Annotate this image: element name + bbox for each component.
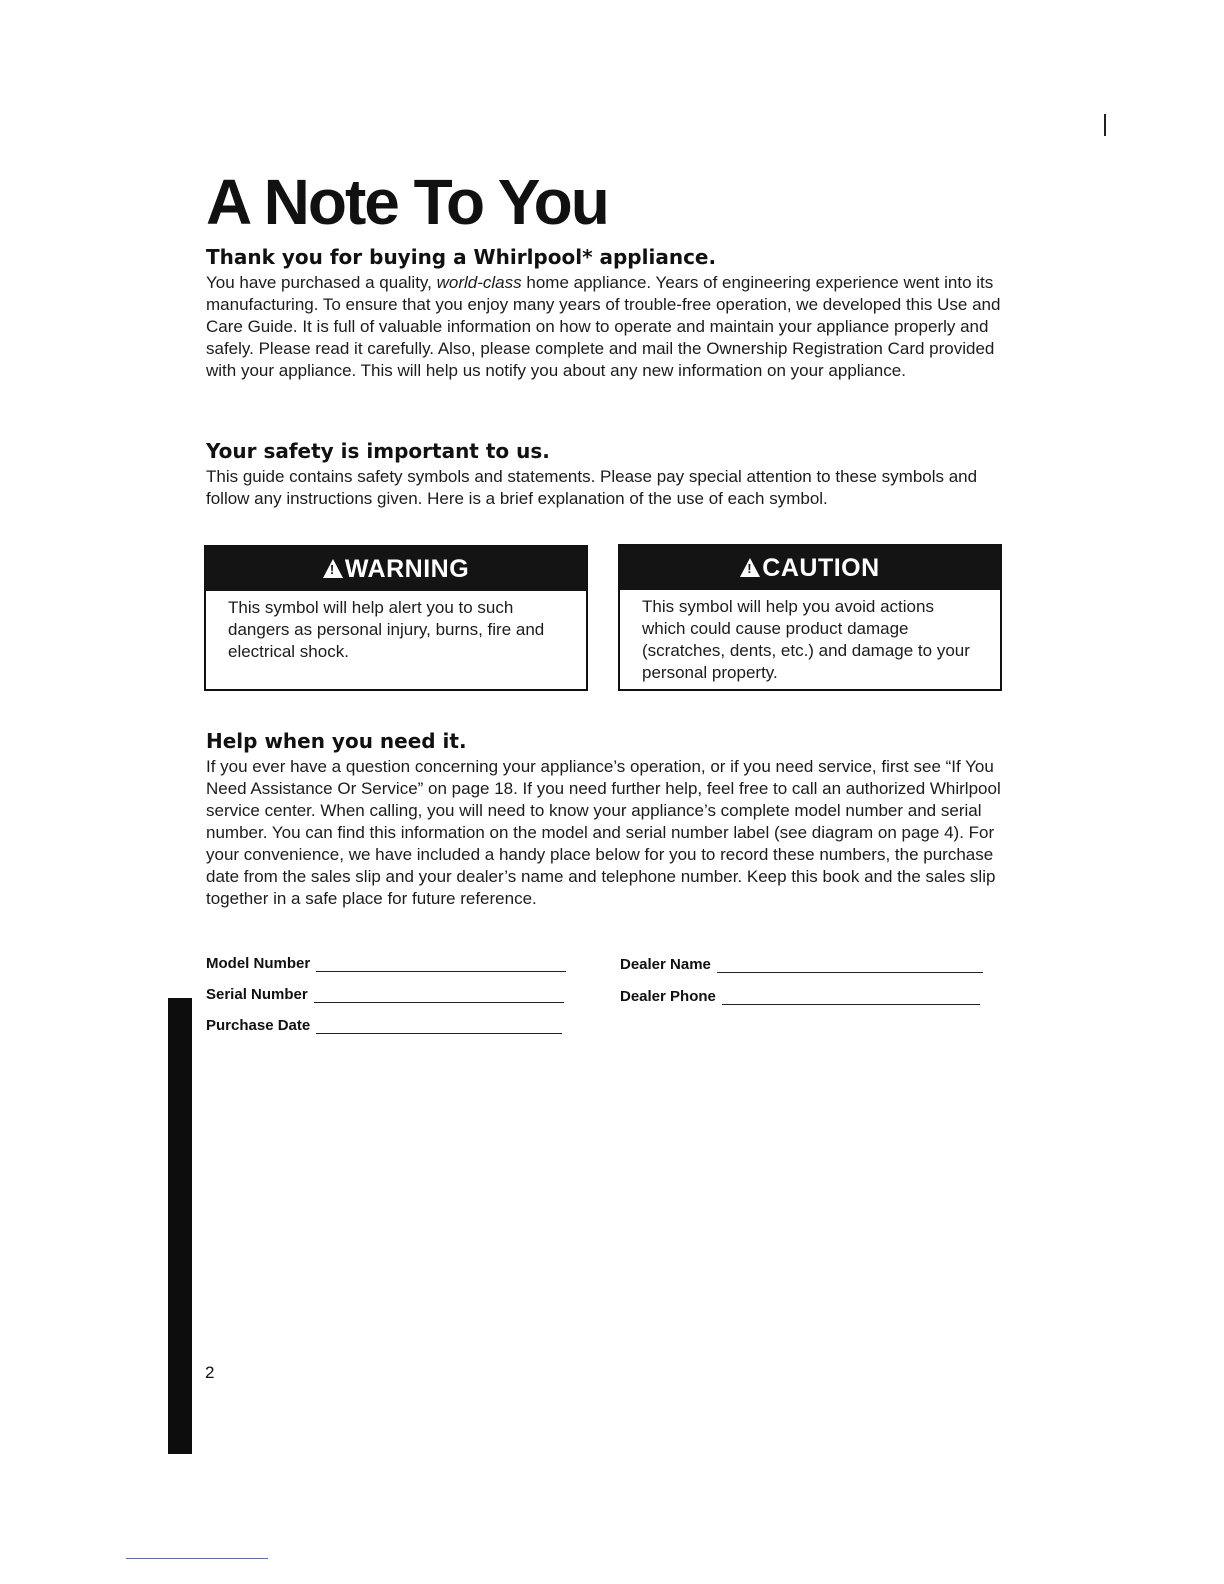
caution-text: This symbol will help you avoid actions which could cause product damage (scratches, dents, etc.) and damage to your personal property. [642, 597, 970, 682]
caution-header [620, 546, 1000, 590]
section-tab-marker [168, 998, 192, 1454]
model-number-field [206, 955, 566, 972]
dealer-name-blank [717, 958, 983, 973]
thanks-body-rest: home appliance. Years of engineering experience went into its manufacturing. To ensure that you enjoy many years of trouble-free operation, we developed this Use and Care Guide. It is full of valuable information on how to operate and maintain your appliance properly and safely. Please read it carefully. Also, please complete and mail the Ownership Registration Card provided with your appliance. This will help us notify you about any new information on your appliance. [206, 273, 1001, 380]
help-body: If you ever have a question concerning your appliance’s operation, or if you need service, first see “If You Need Assistance Or Service” on page 18. If you need further help, feel free to call an authorized Whirlpool service center. When calling, you will need to know your appliance’s complete model number and serial number. You can find this information on the model and serial number label (see diagram on page 4). For your convenience, we have included a handy place below for you to record these numbers, the purchase date from the sales slip and your dealer’s name and telephone number. Keep this book and the sales slip together in a safe place for future reference. [206, 757, 1001, 908]
safety-body: This guide contains safety symbols and statements. Please pay special attention to these symbols and follow any instructions given. Here is a brief explanation of the use of each symbol. [206, 467, 978, 508]
page-number: 2 [205, 1363, 215, 1382]
dealer-name-field [620, 956, 983, 973]
warning-box [204, 545, 588, 691]
safety-heading: Your safety is important to us. [206, 439, 550, 463]
serial-number-field [206, 986, 564, 1003]
warning-text: This symbol will help alert you to such dangers as personal injury, burns, fire and electrical shock. [228, 598, 545, 661]
thanks-body [206, 272, 1006, 382]
dealer-phone-field [620, 988, 980, 1005]
serial-number-label: Serial Number [206, 986, 308, 1003]
model-number-blank [316, 957, 566, 972]
serial-number-blank [314, 988, 564, 1003]
section-safety [206, 438, 1006, 510]
dealer-name-label: Dealer Name [620, 956, 711, 973]
warning-label: WARNING [344, 554, 470, 583]
section-thanks [206, 244, 1006, 382]
model-number-label: Model Number [206, 955, 311, 972]
caution-box [618, 544, 1002, 691]
purchase-date-label: Purchase Date [206, 1017, 311, 1034]
warning-header [206, 547, 586, 591]
thanks-heading: Thank you for buying a Whirlpool* appliance. [206, 245, 717, 269]
page-title: A Note To You [206, 166, 608, 238]
margin-tick-mark [1104, 114, 1106, 136]
dealer-phone-label: Dealer Phone [620, 988, 716, 1005]
thanks-body-emphasis: world-class [436, 273, 522, 292]
caution-label: CAUTION [762, 553, 880, 582]
alert-triangle-icon [740, 558, 760, 577]
section-help [206, 728, 1006, 910]
purchase-date-field [206, 1017, 562, 1034]
purchase-date-blank [316, 1019, 562, 1034]
help-heading: Help when you need it. [206, 729, 467, 753]
alert-triangle-icon [323, 559, 343, 578]
dealer-phone-blank [722, 990, 980, 1005]
thanks-body-start: You have purchased a quality, [206, 273, 437, 292]
footer-rule [126, 1558, 268, 1559]
